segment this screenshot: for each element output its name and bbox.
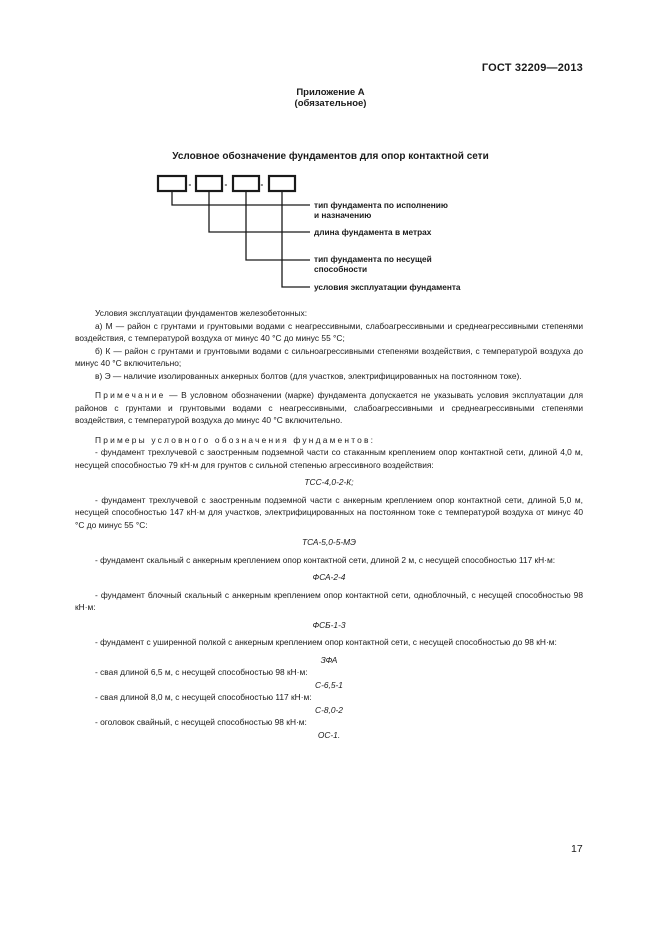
scheme-label-conditions: условия эксплуатации фундамента [314,282,461,292]
scheme-label-capacity: тип фундамента по несущей [314,254,432,264]
scheme-separator-3: - [260,179,264,189]
scheme-separator-2: - [224,179,228,189]
example-3: - фундамент скальный с анкерным креплением опор контактной сети, длиной 2 м, с несущей способностью 117 кН·м: [95,554,556,565]
condition-k: б) К — район с грунтами и грунтовыми водами с сильноагрессивными степенями воздействия, с температурой воздуха до минус 40 °С включительно; [75,345,583,368]
code-7: С-8,0-2 [315,704,343,715]
annex-status: (обязательное) [294,98,367,109]
standard-number: ГОСТ 32209—2013 [481,62,583,74]
example-6: - свая длиной 6,5 м, с несущей способностью 98 кН·м: [95,667,308,677]
scheme-label-length: длина фундамента в метрах [314,227,432,237]
scheme-box-2 [196,176,222,191]
scheme-leader-1 [172,191,310,205]
code-8: ОС-1. [317,729,341,740]
scheme-box-3 [233,176,259,191]
code-4: ФСБ-1-3 [312,619,346,630]
scheme-box-1 [158,176,186,191]
example-8: - оголовок свайный, с несущей способностью 98 кН·м: [95,717,307,727]
note-text: — В условном обозначении (марке) фундамента допускается не указывать условия эксплуатации для районов с грунтами и грунтовыми водами с неагрессивными, слабоагрессивными и среднеагрессивными степенями воздействия, с температурой воздуха до минус 40 °С включительно. [75,390,583,425]
code-2: ТСА-5,0-5-МЭ [302,537,356,547]
example-4: - фундамент блочный скальный с анкерным креплением опор контактной сети, одноблочный, с несущей способностью 98 кН·м: [75,589,583,612]
note-paragraph [75,389,583,427]
scheme-label-type-design-cont: и назначению [314,210,372,220]
condition-e: в) Э — наличие изолированных анкерных болтов (для участков, электрифицированных на постоянном токе). [95,370,522,381]
note-label: Примечание [95,390,166,400]
scheme-label-type-design: тип фундамента по исполнению [314,200,448,210]
example-2: - фундамент трехлучевой с заостренным подземной части с анкерным креплением опор контактной сети, длиной 5,0 м, несущей способностью 147 кН·м для участков, электрифицированных на постоянном токе с температурой воздуха от минус 40 °С до минус 55 °С: [75,494,583,530]
code-1: ТСС-4,0-2-К; [304,477,354,487]
code-3: ФСА-2-4 [312,572,346,582]
code-6: С-6,5-1 [315,679,343,690]
scheme-leader-3 [246,191,310,260]
scheme-box-4 [269,176,295,191]
section-title: Условное обозначение фундаментов для опор контактной сети [172,151,489,162]
example-7: - свая длиной 8,0 м, с несущей способностью 117 кН·м: [95,692,312,702]
annex-title: Приложение А [296,87,365,98]
example-1: - фундамент трехлучевой с заостренным подземной части со стаканным креплением опор контактной сети, длиной 4,0 м, несущей способностью 79 кН·м для грунтов с сильной степенью агрессивного воздействия: [75,447,583,470]
conditions-intro: Условия эксплуатации фундаментов железобетонных: [95,308,308,318]
code-5: ЗФА [320,654,338,665]
page-number: 17 [571,843,583,855]
document-body [75,307,583,741]
example-5: - фундамент с уширенной полкой с анкерным креплением опор контактной сети, с несущей способностью до 98 кН·м: [95,637,557,647]
scheme-leader-2 [209,191,310,232]
scheme-label-capacity-cont: способности [314,264,368,274]
condition-m: а) М — район с грунтами и грунтовыми водами с неагрессивными, слабоагрессивными и среднеагрессивными степенями воздействия, с температурой воздуха от минус 40 °С до минус 55 °С; [75,320,583,343]
designation-scheme [0,0,661,300]
examples-heading: Примеры условного обозначения фундаментов: [95,434,376,445]
scheme-separator-1: - [188,179,192,189]
